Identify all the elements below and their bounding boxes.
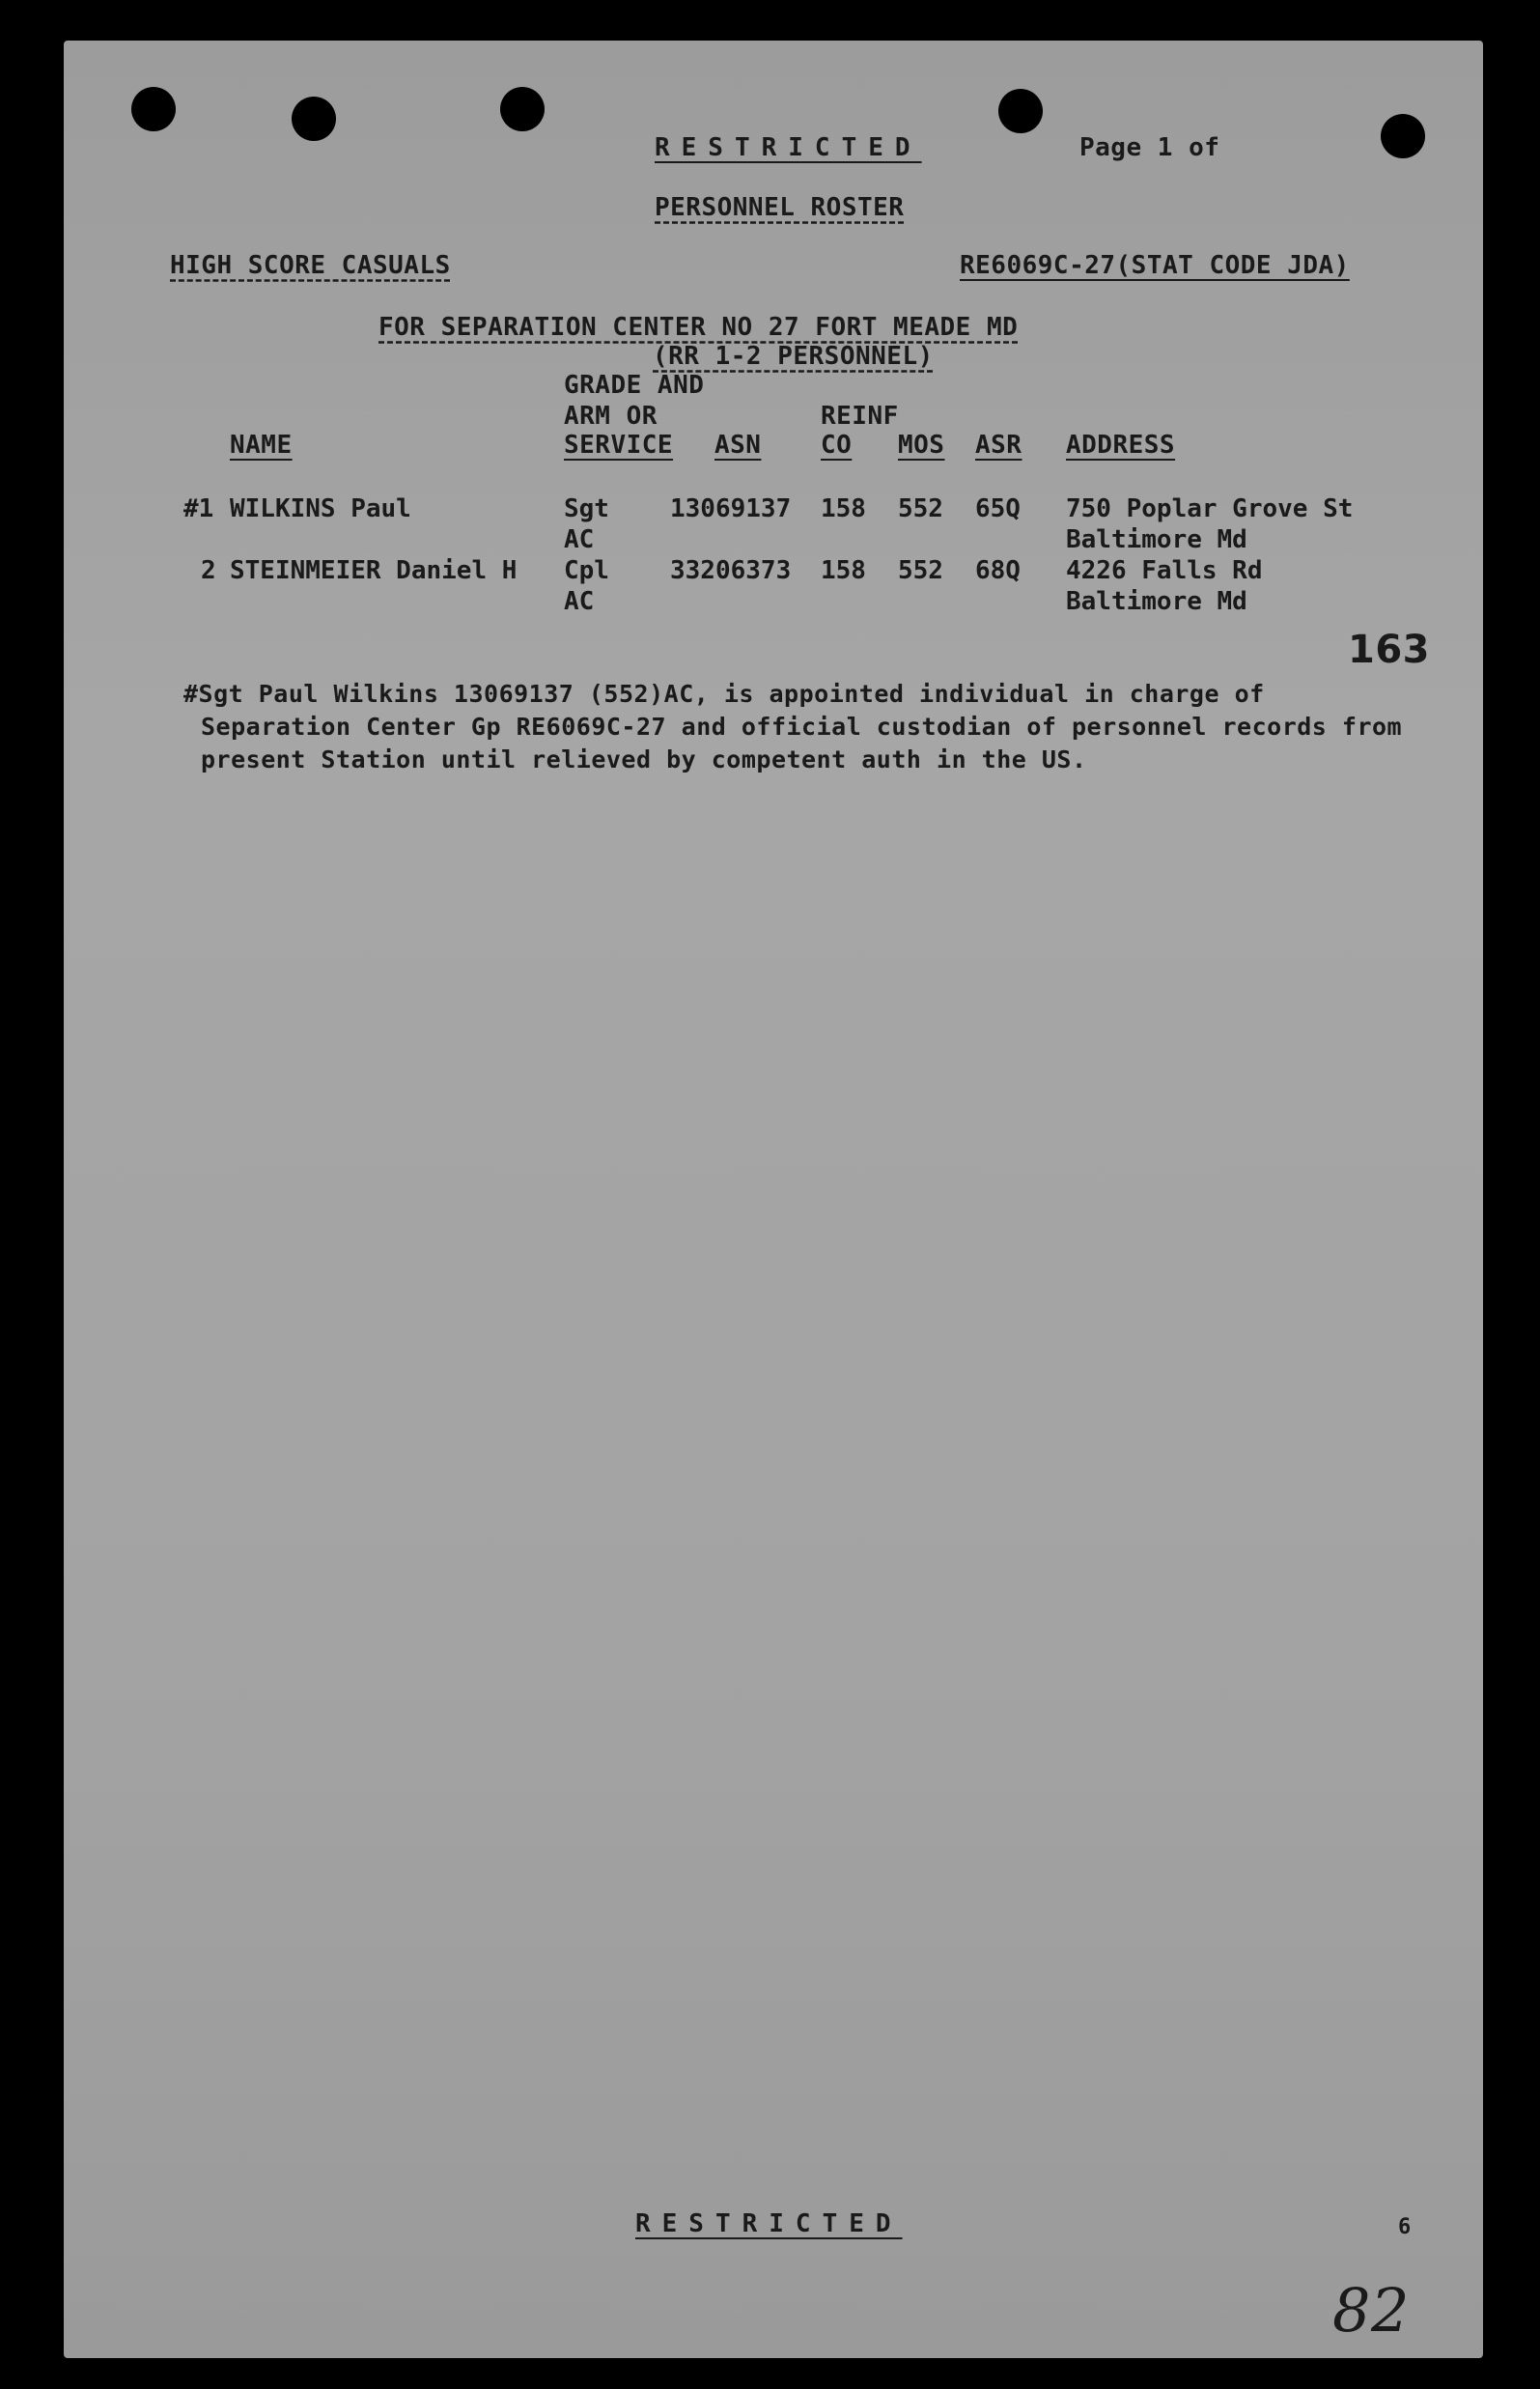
row-co: 158: [821, 556, 866, 585]
row-address: Baltimore Md: [1066, 587, 1247, 616]
row-number: #1: [183, 494, 214, 523]
row-arm: AC: [564, 525, 595, 554]
column-header-grade: SERVICE: [564, 431, 674, 460]
column-header-co: CO: [821, 431, 853, 460]
stamp-number: 163: [1348, 628, 1430, 672]
destination-line: FOR SEPARATION CENTER NO 27 FORT MEADE MD: [378, 313, 1019, 342]
row-grade: Cpl: [564, 556, 609, 585]
column-header-reinf: REINF: [821, 402, 899, 431]
row-mos: 552: [898, 556, 943, 585]
row-asr: 68Q: [975, 556, 1021, 585]
document-title: PERSONNEL ROSTER: [655, 193, 905, 222]
handwritten-page-number: 82: [1332, 2275, 1410, 2346]
personnel-category: (RR 1-2 PERSONNEL): [653, 342, 934, 371]
page-number: Page 1 of: [1079, 133, 1220, 162]
punch-hole: [998, 89, 1043, 133]
row-address: 4226 Falls Rd: [1066, 556, 1263, 585]
row-name: STEINMEIER Daniel H: [230, 556, 518, 585]
note-line: #Sgt Paul Wilkins 13069137 (552)AC, is appointed individual in charge of: [183, 680, 1265, 708]
punch-hole: [292, 97, 336, 141]
row-asr: 65Q: [975, 494, 1021, 523]
classification-header: RESTRICTED: [655, 133, 922, 162]
column-header-mos: MOS: [898, 431, 945, 460]
row-asn: 13069137: [670, 494, 792, 523]
row-asn: 33206373: [670, 556, 792, 585]
column-header-grade: ARM OR: [564, 402, 658, 431]
row-mos: 552: [898, 494, 943, 523]
column-header-asn: ASN: [714, 431, 762, 460]
row-address: Baltimore Md: [1066, 525, 1247, 554]
row-number: 2: [201, 556, 216, 585]
row-name: WILKINS Paul: [230, 494, 411, 523]
row-co: 158: [821, 494, 866, 523]
note-line: present Station until relieved by competent auth in the US.: [201, 745, 1087, 773]
group-code: RE6069C-27(STAT CODE JDA): [960, 251, 1350, 280]
document-page: [64, 41, 1483, 2358]
classification-footer: RESTRICTED: [635, 2209, 903, 2238]
punch-hole: [500, 87, 545, 131]
column-header-asr: ASR: [975, 431, 1022, 460]
group-label: HIGH SCORE CASUALS: [170, 251, 451, 280]
corner-mark: 6: [1398, 2215, 1412, 2239]
column-header-grade: GRADE AND: [564, 371, 705, 400]
note-line: Separation Center Gp RE6069C-27 and official custodian of personnel records from: [201, 713, 1403, 741]
punch-hole: [131, 87, 176, 131]
column-header-name: NAME: [230, 431, 293, 460]
row-arm: AC: [564, 587, 595, 616]
punch-hole: [1381, 114, 1425, 158]
row-grade: Sgt: [564, 494, 609, 523]
column-header-address: ADDRESS: [1066, 431, 1176, 460]
row-address: 750 Poplar Grove St: [1066, 494, 1354, 523]
